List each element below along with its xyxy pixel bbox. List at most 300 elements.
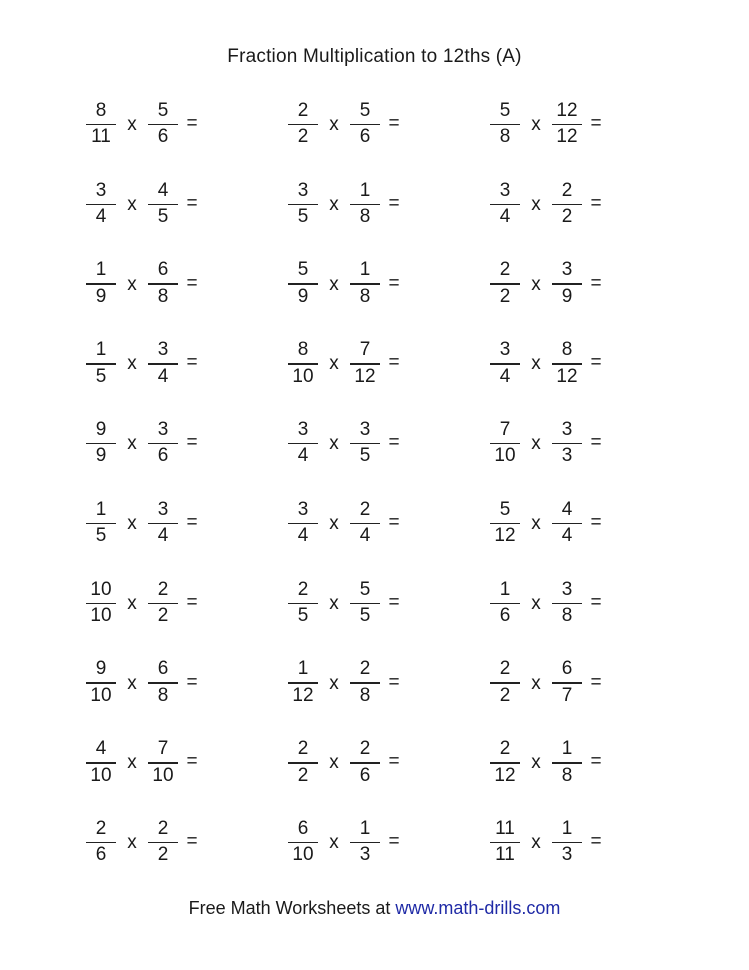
fraction-problem	[286, 413, 406, 473]
fraction-b	[550, 259, 584, 307]
fraction-problem	[286, 573, 406, 633]
fraction-a	[84, 499, 118, 547]
footer-text: Free Math Worksheets at	[188, 898, 396, 918]
equals-sign: =	[590, 272, 602, 294]
fraction-b	[146, 259, 180, 307]
equals-sign: =	[590, 192, 602, 214]
denominator: 11	[91, 126, 111, 148]
denominator: 9	[95, 445, 107, 467]
denominator: 12	[354, 365, 376, 387]
fraction-a	[488, 818, 522, 866]
fraction-bar	[350, 204, 380, 205]
equals-sign: =	[388, 751, 400, 773]
denominator: 5	[95, 365, 107, 387]
denominator: 6	[499, 604, 511, 626]
fraction-problem	[84, 732, 204, 792]
fraction-bar	[86, 443, 116, 444]
numerator: 9	[95, 419, 107, 441]
fraction-a	[488, 658, 522, 706]
denominator: 2	[157, 604, 169, 626]
multiply-sign: x	[127, 193, 137, 215]
fraction-bar	[148, 682, 178, 683]
fraction-bar	[148, 523, 178, 524]
denominator: 6	[359, 126, 371, 148]
numerator: 4	[561, 498, 573, 520]
numerator: 6	[157, 259, 169, 281]
equals-sign: =	[590, 591, 602, 613]
numerator: 2	[297, 578, 309, 600]
fraction-bar	[148, 204, 178, 205]
denominator: 8	[157, 684, 169, 706]
fraction-problem	[84, 573, 204, 633]
fraction-a	[286, 658, 320, 706]
numerator: 1	[297, 658, 309, 680]
fraction-problem	[488, 812, 608, 872]
numerator: 2	[499, 259, 511, 281]
denominator: 5	[359, 445, 371, 467]
fraction-b	[348, 579, 382, 627]
fraction-bar	[288, 603, 318, 604]
equals-sign: =	[590, 671, 602, 693]
multiply-sign: x	[127, 433, 137, 455]
fraction-a	[84, 738, 118, 786]
fraction-bar	[288, 762, 318, 763]
numerator: 1	[359, 259, 371, 281]
denominator: 2	[499, 684, 511, 706]
fraction-a	[286, 499, 320, 547]
numerator: 7	[359, 339, 371, 361]
multiply-sign: x	[329, 832, 339, 854]
numerator: 3	[561, 578, 573, 600]
numerator: 7	[499, 419, 511, 441]
multiply-sign: x	[531, 752, 541, 774]
numerator: 5	[359, 578, 371, 600]
fraction-bar	[288, 682, 318, 683]
fraction-problem	[286, 94, 406, 154]
denominator: 4	[157, 525, 169, 547]
fraction-bar	[86, 682, 116, 683]
numerator: 2	[561, 179, 573, 201]
numerator: 4	[95, 738, 107, 760]
equals-sign: =	[186, 352, 198, 374]
multiply-sign: x	[329, 114, 339, 135]
fraction-a	[84, 339, 118, 387]
multiply-sign: x	[127, 752, 137, 774]
fraction-a	[286, 339, 320, 387]
equals-sign: =	[186, 113, 198, 134]
fraction-bar	[148, 124, 178, 125]
denominator: 10	[90, 764, 112, 786]
fraction-problem	[488, 493, 608, 553]
fraction-bar	[552, 204, 582, 205]
fraction-bar	[552, 283, 582, 284]
fraction-bar	[350, 124, 380, 125]
fraction-bar	[490, 443, 520, 444]
multiply-sign: x	[127, 592, 137, 614]
numerator: 3	[499, 179, 511, 201]
fraction-bar	[552, 682, 582, 683]
numerator: 2	[499, 738, 511, 760]
multiply-sign: x	[329, 433, 339, 455]
denominator: 2	[297, 764, 309, 786]
numerator: 4	[157, 179, 169, 201]
numerator: 1	[359, 818, 371, 840]
multiply-sign: x	[127, 672, 137, 694]
fraction-b	[146, 419, 180, 467]
fraction-problem	[488, 333, 608, 393]
fraction-bar	[552, 443, 582, 444]
numerator: 8	[561, 339, 573, 361]
numerator: 2	[359, 738, 371, 760]
fraction-a	[488, 419, 522, 467]
fraction-bar	[490, 204, 520, 205]
numerator: 1	[499, 578, 511, 600]
fraction-b	[146, 818, 180, 866]
denominator: 6	[359, 764, 371, 786]
fraction-problem	[84, 333, 204, 393]
denominator: 8	[359, 684, 371, 706]
denominator: 6	[157, 126, 169, 148]
denominator: 10	[152, 764, 174, 786]
fraction-problem	[488, 413, 608, 473]
fraction-problem	[488, 732, 608, 792]
equals-sign: =	[388, 113, 400, 134]
fraction-a	[84, 180, 118, 228]
numerator: 1	[95, 498, 107, 520]
equals-sign: =	[388, 432, 400, 454]
fraction-problem	[84, 493, 204, 553]
fraction-b	[146, 658, 180, 706]
fraction-bar	[350, 283, 380, 284]
equals-sign: =	[590, 751, 602, 773]
fraction-problem	[488, 254, 608, 314]
denominator: 5	[297, 604, 309, 626]
fraction-bar	[288, 842, 318, 843]
numerator: 2	[95, 818, 107, 840]
numerator: 7	[157, 738, 169, 760]
equals-sign: =	[388, 272, 400, 294]
fraction-bar	[148, 842, 178, 843]
denominator: 7	[561, 684, 573, 706]
numerator: 5	[297, 259, 309, 281]
fraction-bar	[288, 443, 318, 444]
equals-sign: =	[186, 751, 198, 773]
equals-sign: =	[388, 831, 400, 853]
equals-sign: =	[186, 671, 198, 693]
denominator: 4	[297, 445, 309, 467]
numerator: 3	[95, 179, 107, 201]
equals-sign: =	[388, 192, 400, 214]
denominator: 2	[499, 285, 511, 307]
denominator: 8	[499, 126, 511, 148]
equals-sign: =	[186, 512, 198, 533]
fraction-problem	[286, 732, 406, 792]
denominator: 12	[494, 764, 516, 786]
multiply-sign: x	[531, 353, 541, 375]
fraction-a	[488, 579, 522, 627]
numerator: 2	[499, 658, 511, 680]
denominator: 9	[95, 285, 107, 307]
denominator: 10	[292, 844, 314, 866]
fraction-bar	[490, 283, 520, 284]
denominator: 4	[499, 205, 511, 227]
fraction-b	[550, 339, 584, 387]
fraction-problem	[84, 94, 204, 154]
numerator: 3	[297, 498, 309, 520]
numerator: 5	[499, 498, 511, 520]
fraction-problem	[286, 333, 406, 393]
fraction-a	[84, 658, 118, 706]
fraction-bar	[350, 762, 380, 763]
denominator: 4	[359, 525, 371, 547]
fraction-a	[286, 419, 320, 467]
multiply-sign: x	[531, 433, 541, 455]
fraction-bar	[552, 842, 582, 843]
fraction-bar	[490, 682, 520, 683]
multiply-sign: x	[329, 592, 339, 614]
equals-sign: =	[590, 512, 602, 533]
fraction-b	[146, 100, 180, 148]
denominator: 6	[95, 844, 107, 866]
fraction-problem	[488, 94, 608, 154]
denominator: 12	[292, 684, 314, 706]
equals-sign: =	[388, 671, 400, 693]
numerator: 3	[297, 179, 309, 201]
denominator: 8	[359, 285, 371, 307]
fraction-a	[84, 818, 118, 866]
fraction-problem	[84, 174, 204, 234]
denominator: 3	[561, 445, 573, 467]
fraction-bar	[148, 283, 178, 284]
footer	[0, 898, 749, 919]
fraction-bar	[86, 603, 116, 604]
multiply-sign: x	[329, 672, 339, 694]
fraction-bar	[350, 603, 380, 604]
multiply-sign: x	[531, 114, 541, 135]
equals-sign: =	[388, 591, 400, 613]
fraction-b	[348, 100, 382, 148]
fraction-problem	[286, 812, 406, 872]
fraction-a	[488, 100, 522, 148]
worksheet-title: Fraction Multiplication to 12ths (A)	[227, 46, 522, 67]
fraction-bar	[490, 363, 520, 364]
fraction-bar	[148, 762, 178, 763]
equals-sign: =	[590, 113, 602, 134]
fraction-a	[286, 738, 320, 786]
fraction-b	[146, 499, 180, 547]
fraction-bar	[490, 124, 520, 125]
denominator: 8	[561, 764, 573, 786]
fraction-b	[348, 658, 382, 706]
equals-sign: =	[388, 352, 400, 374]
fraction-problem	[84, 413, 204, 473]
denominator: 11	[495, 844, 515, 866]
fraction-b	[550, 419, 584, 467]
multiply-sign: x	[127, 353, 137, 375]
numerator: 1	[95, 339, 107, 361]
numerator: 2	[157, 818, 169, 840]
denominator: 5	[297, 205, 309, 227]
multiply-sign: x	[531, 513, 541, 534]
denominator: 2	[157, 844, 169, 866]
denominator: 6	[157, 445, 169, 467]
fraction-bar	[288, 283, 318, 284]
numerator: 10	[90, 578, 112, 600]
numerator: 8	[95, 99, 107, 121]
fraction-bar	[288, 363, 318, 364]
fraction-b	[550, 180, 584, 228]
fraction-problem	[286, 493, 406, 553]
fraction-bar	[86, 204, 116, 205]
fraction-bar	[350, 443, 380, 444]
fraction-a	[84, 419, 118, 467]
denominator: 4	[95, 205, 107, 227]
numerator: 1	[561, 738, 573, 760]
fraction-b	[550, 579, 584, 627]
fraction-b	[348, 499, 382, 547]
fraction-a	[84, 579, 118, 627]
denominator: 10	[494, 445, 516, 467]
fraction-a	[286, 579, 320, 627]
fraction-bar	[490, 603, 520, 604]
multiply-sign: x	[329, 752, 339, 774]
fraction-b	[348, 818, 382, 866]
equals-sign: =	[590, 352, 602, 374]
numerator: 5	[359, 99, 371, 121]
fraction-b	[146, 339, 180, 387]
fraction-b	[146, 738, 180, 786]
fraction-bar	[350, 363, 380, 364]
fraction-problem	[488, 573, 608, 633]
numerator: 3	[157, 419, 169, 441]
fraction-bar	[552, 523, 582, 524]
denominator: 8	[359, 205, 371, 227]
fraction-b	[348, 419, 382, 467]
denominator: 5	[157, 205, 169, 227]
equals-sign: =	[590, 831, 602, 853]
denominator: 2	[561, 205, 573, 227]
fraction-problem	[286, 174, 406, 234]
multiply-sign: x	[531, 672, 541, 694]
denominator: 12	[556, 365, 578, 387]
fraction-problem	[488, 653, 608, 713]
fraction-b	[348, 180, 382, 228]
denominator: 12	[494, 525, 516, 547]
numerator: 6	[561, 658, 573, 680]
fraction-bar	[86, 283, 116, 284]
multiply-sign: x	[531, 273, 541, 295]
fraction-bar	[552, 124, 582, 125]
fraction-bar	[552, 363, 582, 364]
fraction-problem	[488, 174, 608, 234]
fraction-problem	[286, 254, 406, 314]
fraction-bar	[552, 762, 582, 763]
denominator: 3	[359, 844, 371, 866]
numerator: 3	[157, 498, 169, 520]
numerator: 6	[297, 818, 309, 840]
multiply-sign: x	[329, 353, 339, 375]
fraction-bar	[148, 363, 178, 364]
numerator: 2	[297, 99, 309, 121]
fraction-bar	[288, 204, 318, 205]
numerator: 2	[157, 578, 169, 600]
fraction-bar	[350, 682, 380, 683]
denominator: 10	[90, 604, 112, 626]
fraction-b	[146, 579, 180, 627]
fraction-bar	[350, 523, 380, 524]
equals-sign: =	[388, 512, 400, 533]
denominator: 10	[292, 365, 314, 387]
denominator: 12	[556, 126, 578, 148]
fraction-a	[488, 499, 522, 547]
fraction-bar	[288, 124, 318, 125]
numerator: 1	[95, 259, 107, 281]
fraction-a	[286, 180, 320, 228]
denominator: 4	[297, 525, 309, 547]
fraction-bar	[86, 762, 116, 763]
fraction-a	[488, 738, 522, 786]
multiply-sign: x	[531, 832, 541, 854]
denominator: 5	[359, 604, 371, 626]
equals-sign: =	[186, 272, 198, 294]
fraction-bar	[490, 523, 520, 524]
equals-sign: =	[186, 831, 198, 853]
denominator: 9	[297, 285, 309, 307]
fraction-b	[550, 818, 584, 866]
denominator: 5	[95, 525, 107, 547]
numerator: 3	[157, 339, 169, 361]
numerator: 3	[561, 419, 573, 441]
fraction-bar	[86, 842, 116, 843]
fraction-bar	[148, 603, 178, 604]
fraction-a	[286, 259, 320, 307]
fraction-bar	[350, 842, 380, 843]
fraction-b	[348, 259, 382, 307]
denominator: 3	[561, 844, 573, 866]
denominator: 10	[90, 684, 112, 706]
denominator: 4	[499, 365, 511, 387]
denominator: 9	[561, 285, 573, 307]
multiply-sign: x	[127, 273, 137, 295]
footer-link[interactable]: www.math-drills.com	[395, 898, 561, 918]
fraction-problem	[84, 653, 204, 713]
numerator: 3	[297, 419, 309, 441]
multiply-sign: x	[531, 592, 541, 614]
fraction-b	[550, 499, 584, 547]
fraction-b	[348, 738, 382, 786]
fraction-b	[550, 658, 584, 706]
fraction-bar	[552, 603, 582, 604]
multiply-sign: x	[531, 193, 541, 215]
denominator: 8	[561, 604, 573, 626]
fraction-bar	[148, 443, 178, 444]
denominator: 8	[157, 285, 169, 307]
numerator: 1	[359, 179, 371, 201]
numerator: 5	[499, 99, 511, 121]
fraction-problem	[84, 812, 204, 872]
numerator: 11	[495, 818, 515, 840]
fraction-a	[84, 100, 118, 148]
fraction-a	[488, 259, 522, 307]
numerator: 8	[297, 339, 309, 361]
multiply-sign: x	[329, 513, 339, 534]
fraction-bar	[86, 523, 116, 524]
fraction-a	[488, 180, 522, 228]
equals-sign: =	[590, 432, 602, 454]
fraction-b	[348, 339, 382, 387]
denominator: 4	[561, 525, 573, 547]
fraction-bar	[86, 124, 116, 125]
